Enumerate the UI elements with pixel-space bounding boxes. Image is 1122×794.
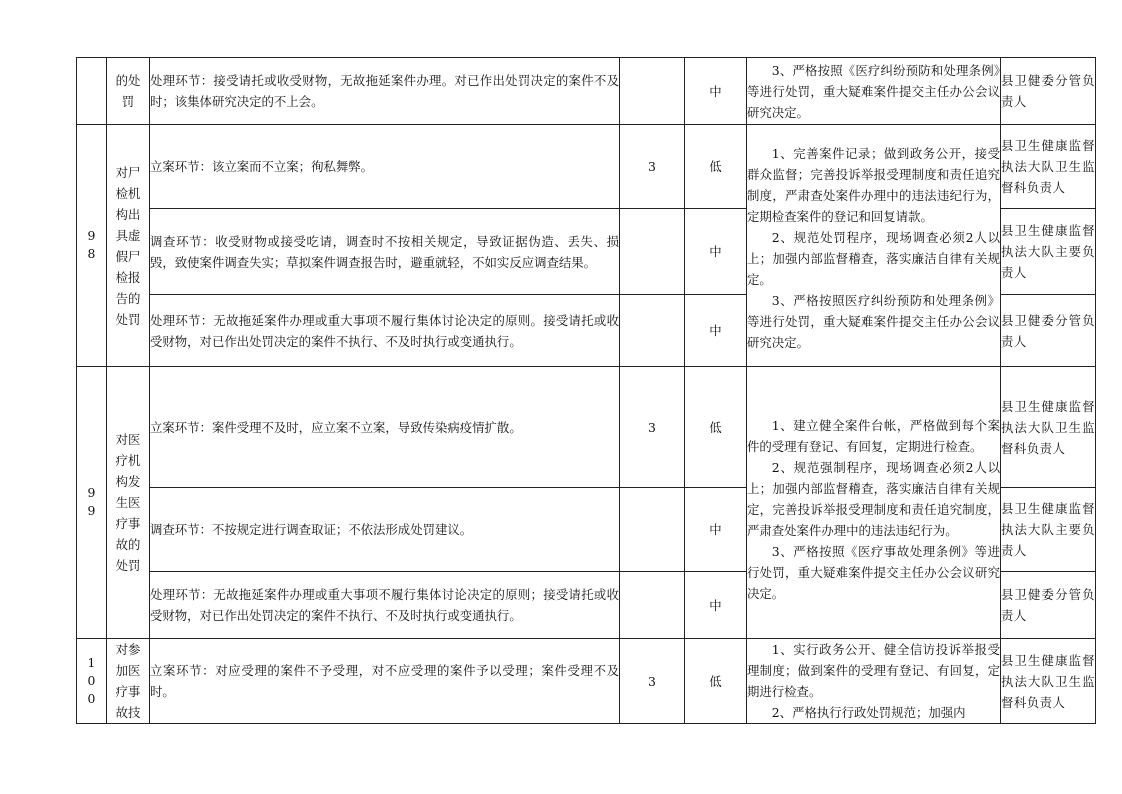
- responsible-person: 县卫健委分管负责人: [1001, 58, 1096, 125]
- responsible-person: 县卫生健康监督执法大队主要负责人: [1001, 209, 1096, 295]
- risk-description: 立案环节：案件受理不及时，应立案不立案，导致传染病疫情扩散。: [150, 367, 620, 488]
- risk-level: 中: [685, 295, 747, 367]
- responsible-person: 县卫健委分管负责人: [1001, 572, 1096, 639]
- measure-item: 3、严格按照《医疗事故处理条例》等进行处罚，重大疑难案件提交主任办公会议研究决定。: [747, 544, 1000, 601]
- responsible-person: 县卫生健康监督执法大队卫生监督科负责人: [1001, 367, 1096, 488]
- measure-item: 2、规范处罚程序，现场调查必须2人以上；加强内部监督稽查，落实廉洁自律有关规定。: [747, 229, 1000, 287]
- prevention-measures: [747, 639, 1001, 724]
- risk-level: 中: [685, 488, 747, 572]
- measure-item: 3、严格按照医疗纠纷预防和处理条例》等进行处罚，重大疑难案件提交主任办公会议研究决定。: [747, 292, 1000, 350]
- item-number: [77, 58, 107, 125]
- risk-description: 调查环节：不按规定进行调查取证；不依法形成处罚建议。: [150, 488, 620, 572]
- responsible-person: 县卫生健康监督执法大队主要负责人: [1001, 488, 1096, 572]
- risk-description: 处理环节：无故拖延案件办理或重大事项不履行集体讨论决定的原则。接受请托或收受财物，对已作出处罚决定的案件不执行、不及时执行或变通执行。: [150, 295, 620, 367]
- risk-score: 3: [620, 639, 685, 724]
- prevention-measures: [747, 125, 1001, 367]
- item-number: 99: [77, 367, 107, 639]
- risk-score: [620, 209, 685, 295]
- item-name: 对医疗机构发生医疗事故的处罚: [107, 367, 150, 639]
- responsible-person: 县卫生健康监督执法大队卫生监督科负责人: [1001, 639, 1096, 724]
- risk-score: 3: [620, 367, 685, 488]
- risk-description: 立案环节：对应受理的案件不予受理，对不应受理的案件予以受理；案件受理不及时。: [150, 639, 620, 724]
- risk-score: [620, 58, 685, 125]
- risk-description: 处理环节：无故拖延案件办理或重大事项不履行集体讨论决定的原则；接受请托或收受财物，对已作出处罚决定的案件不执行、不及时执行或变通执行。: [150, 572, 620, 639]
- measure-item: 1、完善案件记录；做到政务公开，接受群众监督；完善投诉举报受理制度和责任追究制度，严肃查处案件办理中的违法违纪行为，定期检查案件的登记和回复请款。: [747, 145, 1000, 224]
- risk-level: 低: [685, 639, 747, 724]
- risk-score: [620, 572, 685, 639]
- item-name: 对尸检机构出具虚假尸检报告的处罚: [107, 125, 150, 367]
- item-number: 98: [77, 125, 107, 367]
- measure-item: 1、建立健全案件台帐，严格做到每个案件的受理有登记、有回复，定期进行检查。: [747, 418, 1000, 454]
- risk-level: 低: [685, 367, 747, 488]
- prevention-measures: [747, 367, 1001, 639]
- risk-level: 中: [685, 572, 747, 639]
- risk-level: 中: [685, 58, 747, 125]
- risk-level: 低: [685, 125, 747, 209]
- table-row: [77, 639, 1096, 724]
- measure-item: 2、规范强制程序，现场调查必须2人以上；加强内部监督稽查，落实廉洁自律有关规定，完善投诉举报受理制度和责任追究制度，严肃查处案件办理中的违法违纪行为。: [747, 460, 1000, 538]
- responsible-person: 县卫生健康监督执法大队卫生监督科负责人: [1001, 125, 1096, 209]
- measure-item: 2、严格执行行政处罚规范；加强内: [771, 705, 966, 720]
- prevention-measures: [747, 58, 1001, 125]
- risk-score: 3: [620, 125, 685, 209]
- measure-item: 3、严格按照《医疗纠纷预防和处理条例》等进行处罚，重大疑难案件提交主任办公会议研究决定。: [747, 62, 1000, 120]
- risk-level: 中: [685, 209, 747, 295]
- measure-item: 1、实行政务公开、健全信访投诉举报受理制度；做到案件的受理有登记、有回复，定期进行检查。: [747, 642, 1000, 699]
- table-row: [77, 58, 1096, 125]
- table-row: [77, 367, 1096, 488]
- risk-score: [620, 488, 685, 572]
- risk-description: 处理环节：接受请托或收受财物，无故拖延案件办理。对已作出处罚决定的案件不及时；该集体研究决定的不上会。: [150, 58, 620, 125]
- item-name: 的处罚: [107, 58, 150, 125]
- table-row: [77, 125, 1096, 209]
- responsible-person: 县卫健委分管负责人: [1001, 295, 1096, 367]
- risk-description: 立案环节：该立案而不立案；徇私舞弊。: [150, 125, 620, 209]
- item-number: 100: [77, 639, 107, 724]
- risk-table: [76, 57, 1096, 724]
- risk-description: 调查环节：收受财物或接受吃请，调查时不按相关规定，导致证据伪造、丢失、损毁，致使案件调查失实；草拟案件调查报告时，避重就轻，不如实反应调查结果。: [150, 209, 620, 295]
- risk-score: [620, 295, 685, 367]
- item-name: 对参加医疗事故技: [107, 639, 150, 724]
